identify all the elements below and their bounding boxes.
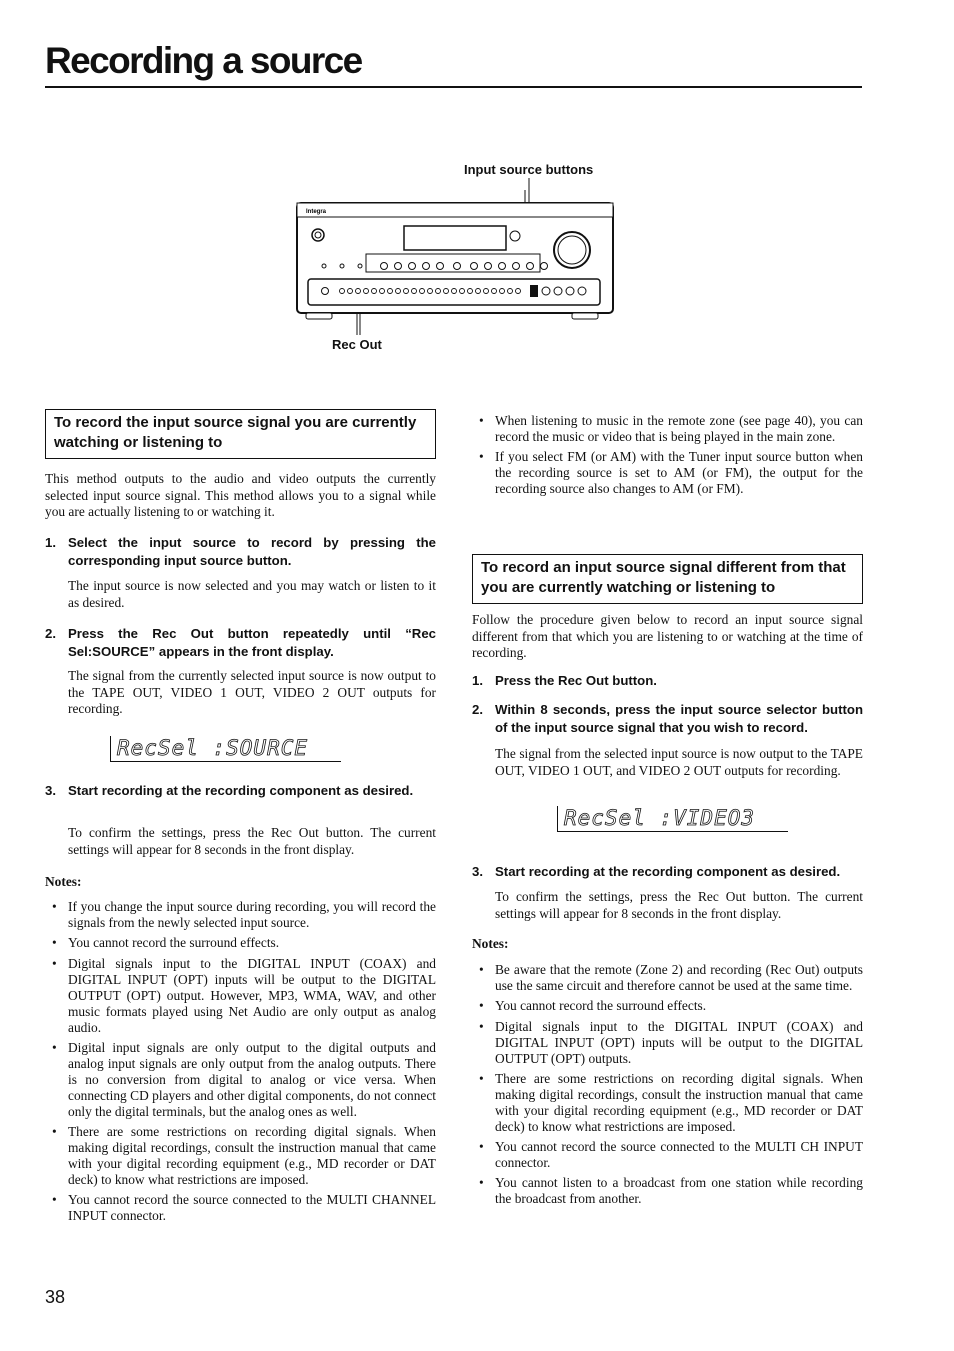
right-step-3-body: To confirm the settings, press the Rec Out button. The current settings will appear for 8 seconds in the front display.	[495, 889, 863, 921]
right-step-2	[472, 701, 863, 736]
receiver-illustration	[280, 160, 640, 360]
note-item: • When listening to music in the remote zone (see page 40), you can record the music or video that is being played in the main zone.	[472, 413, 863, 445]
right-notes-heading: Notes:	[472, 936, 509, 951]
note-item: • You cannot record the source connected to the MULTI CHANNEL INPUT connector.	[45, 1192, 436, 1224]
page-title: Recording a source	[45, 40, 362, 81]
left-step-1	[45, 534, 436, 569]
step-number: 3.	[472, 864, 483, 879]
note-item: • Be aware that the remote (Zone 2) and recording (Rec Out) outputs use the same circuit and therefore cannot be used at the same time.	[472, 962, 863, 994]
brand-logo-text: Integra	[306, 209, 327, 215]
note-item: • If you change the input source during recording, you will record the signals from the newly selected input source.	[45, 899, 436, 931]
step-text: Select the input source to record by pressing the corresponding input source button.	[68, 535, 436, 568]
note-item: • You cannot record the surround effects.	[45, 935, 436, 951]
page-number: 38	[45, 1287, 66, 1307]
right-step-1	[472, 672, 863, 690]
step-number: 2.	[45, 626, 56, 641]
step-number: 1.	[45, 535, 56, 550]
rec-out-label: Rec Out	[332, 337, 382, 352]
note-item: • You cannot record the surround effects.	[472, 998, 863, 1014]
step-text: Within 8 seconds, press the input source selector button of the input source signal that you wish to record.	[495, 702, 863, 735]
left-step-2	[45, 625, 436, 660]
left-step-3-body: To confirm the settings, press the Rec Out button. The current settings will appear for 8 seconds in the front display.	[68, 825, 436, 857]
note-item: • There are some restrictions on recording digital signals. When making digital recordings, consult the instruction manual that came with your digital recording equipment (e.g., MD recorder or DAT deck) to know what restrictions are imposed.	[45, 1124, 436, 1188]
step-text: Press the Rec Out button repeatedly until “Rec Sel:SOURCE” appears in the front display.	[68, 626, 436, 659]
front-display-video3: RecSel :VIDEO3	[557, 806, 788, 832]
step-number: 3.	[45, 783, 56, 798]
note-item: • Digital input signals are only output to the digital outputs and analog input signals are only output from the analog outputs. There is no conversion from digital to analog or vice versa. When connecting CD players and other digital components, do not connect only the digital terminals, but the analog ones as well.	[45, 1040, 436, 1120]
front-display-source: RecSel :SOURCE	[110, 736, 341, 762]
left-step-2-body: The signal from the currently selected input source is now output to the TAPE OUT, VIDEO 1 OUT, VIDEO 2 OUT outputs for recording.	[68, 668, 436, 717]
title-rule	[45, 86, 862, 88]
step-text: Start recording at the recording component as desired.	[495, 864, 841, 879]
note-item: • Digital signals input to the DIGITAL INPUT (COAX) and DIGITAL INPUT (OPT) inputs will be output to the DIGITAL OUTPUT (OPT) output. However, MP3, WMA, WAV, and other music formats played using Net Audio are only output as analog audio.	[45, 956, 436, 1036]
right-step-3	[472, 863, 863, 881]
step-number: 1.	[472, 673, 483, 688]
note-item: • You cannot listen to a broadcast from one station while recording the broadcast from another.	[472, 1175, 863, 1207]
step-number: 2.	[472, 702, 483, 717]
step-text: Start recording at the recording component as desired.	[68, 783, 414, 798]
note-item: • There are some restrictions on recording digital signals. When making digital recordings, consult the instruction manual that came with your digital recording equipment (e.g., MD recorder or DAT deck) to know what restrictions are imposed.	[472, 1071, 863, 1135]
left-section-heading: To record the input source signal you are currently watching or listening to	[45, 409, 436, 459]
left-notes-list	[45, 899, 436, 1229]
left-step-3	[45, 782, 436, 800]
step-text: Press the Rec Out button.	[495, 673, 657, 688]
left-notes-heading: Notes:	[45, 874, 82, 889]
right-top-notes-list	[472, 413, 863, 502]
input-source-buttons-label: Input source buttons	[464, 162, 594, 177]
right-step-2-body: The signal from the selected input source is now output to the TAPE OUT, VIDEO 1 OUT, and VIDEO 2 OUT outputs for recording.	[495, 746, 863, 778]
note-item: • If you select FM (or AM) with the Tuner input source button when the recording source is set to AM (or FM), the output for the recording source also changes to AM (or FM).	[472, 449, 863, 497]
right-notes-list	[472, 962, 863, 1212]
right-section-heading: To record an input source signal different from that you are currently watching or listening to	[472, 554, 863, 604]
left-step-1-body: The input source is now selected and you may watch or listen to it as desired.	[68, 578, 436, 610]
right-intro: Follow the procedure given below to record an input source signal different from that which you are listening to or watching at the time of recording.	[472, 612, 863, 661]
left-intro: This method outputs to the audio and video outputs the currently selected input source signal. This method allows you to a signal while you are actually listening to or watching it.	[45, 471, 436, 520]
note-item: • You cannot record the source connected to the MULTI CH INPUT connector.	[472, 1139, 863, 1171]
receiver-front-panel-figure	[280, 160, 640, 360]
note-item: • Digital signals input to the DIGITAL INPUT (COAX) and DIGITAL INPUT (OPT) inputs will be output to the DIGITAL OUTPUT (OPT) outputs.	[472, 1019, 863, 1067]
